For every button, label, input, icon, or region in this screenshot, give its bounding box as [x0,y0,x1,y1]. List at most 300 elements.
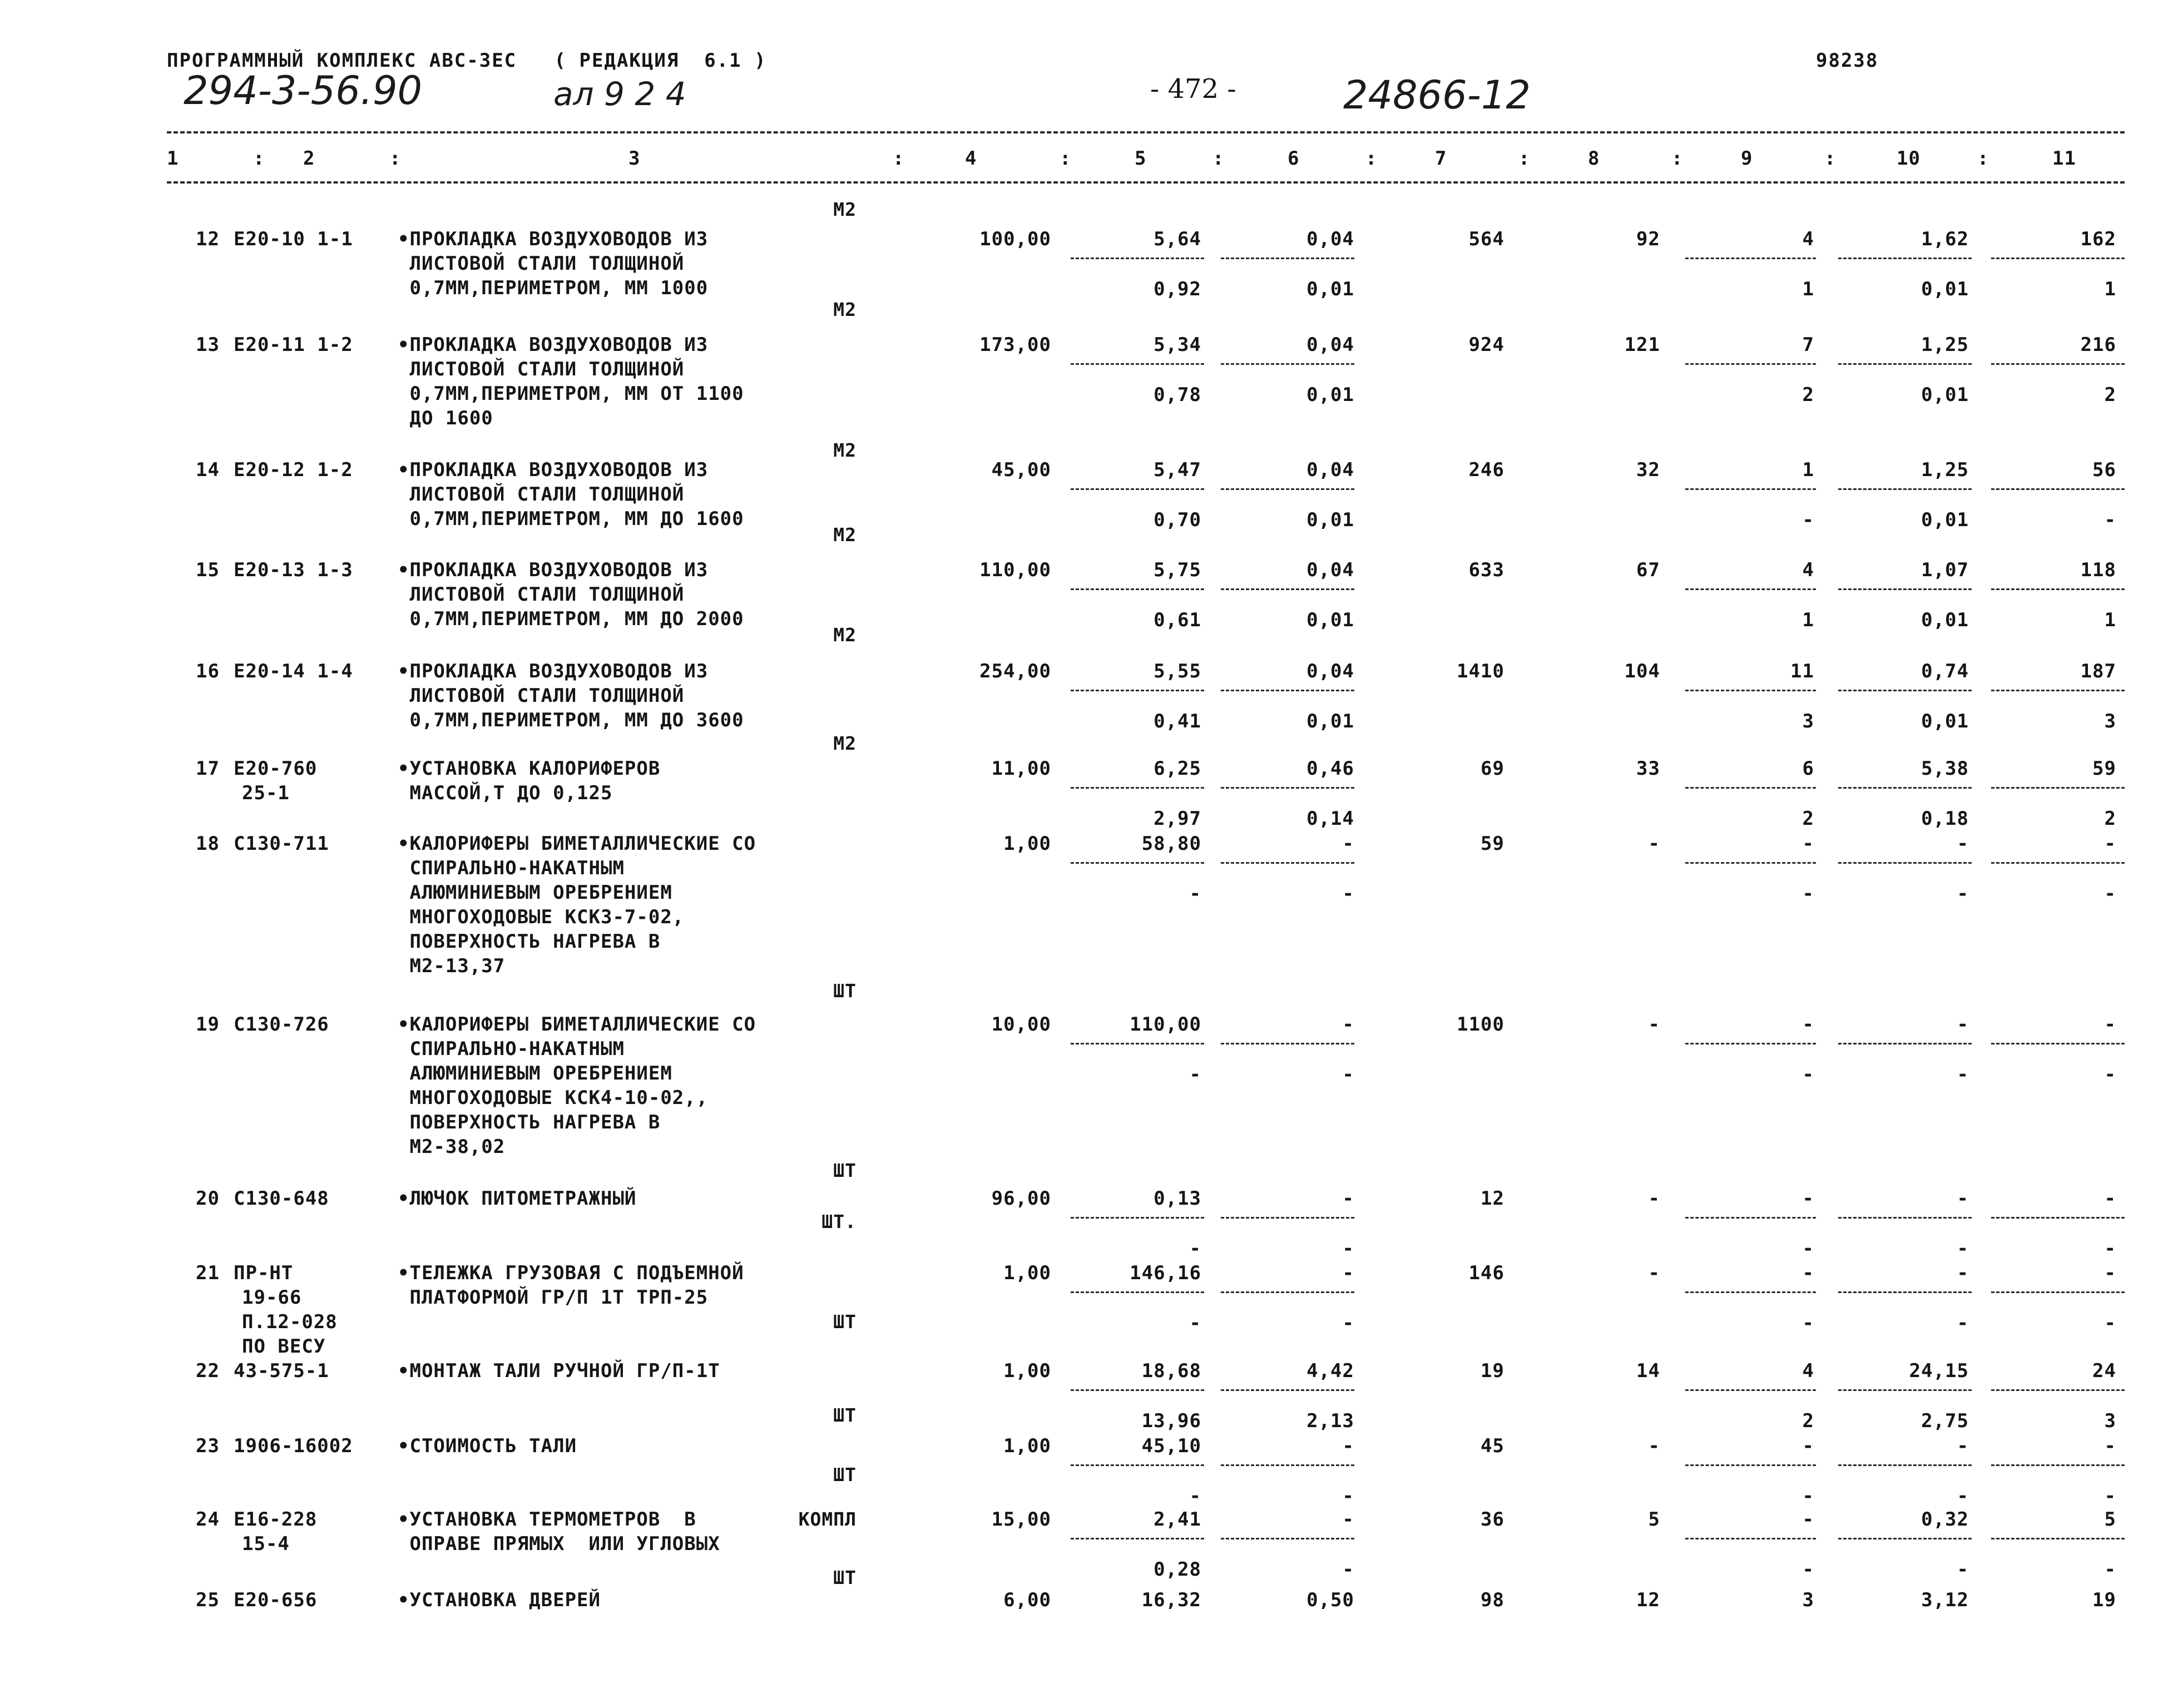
unit-price-wages: 0,04 [1306,459,1354,481]
column-header-6: 6 [1288,147,1300,170]
total-cost: 19 [1481,1360,1504,1382]
unit-price-total: 146,16 [1130,1262,1201,1284]
cell-separator [1991,1291,2125,1293]
labor-total: - [2104,1435,2116,1457]
norm-code: ПО ВЕСУ [242,1335,326,1358]
labor-total: 162 [2080,228,2116,250]
norm-code: Е20-656 [234,1589,318,1611]
norm-code: Е20-12 1-2 [234,459,353,481]
labor-unit: 0,74 [1921,660,1969,682]
total-wages: 67 [1636,559,1660,581]
row-number: 12 [196,228,220,250]
cell-separator [1071,363,1204,365]
labor-unit: 1,07 [1921,559,1969,581]
album-note: ал 9 2 4 [553,75,686,113]
unit-price-total: 5,34 [1154,334,1201,356]
unit-label: М2 [833,199,857,220]
labor-total: - [2104,833,2116,855]
cell-separator [1685,1217,1816,1219]
cell-separator [1838,1538,1972,1539]
cell-separator [1991,1043,2125,1044]
cell-separator [1991,1389,2125,1391]
quantity: 1,00 [1003,1262,1051,1284]
cell-separator [1685,1538,1816,1539]
unit-price-wages-secondary: 0,14 [1306,808,1354,830]
work-description: МНОГОХОДОВЫЕ КСК3-7-02, [398,906,685,928]
work-description: ПОВЕРХНОСТЬ НАГРЕВА В [398,1111,661,1133]
cell-separator [1221,588,1354,590]
norm-code: П.12-028 [242,1311,338,1333]
labor-unit-secondary: - [1957,1558,1969,1581]
labor-total: 56 [2092,459,2116,481]
unit-price-wages: 4,42 [1306,1360,1354,1382]
labor-unit-secondary: 0,01 [1921,710,1969,732]
column-separator: : [1977,147,1989,170]
machine-cost: 1 [1802,459,1814,481]
column-header-3: 3 [628,147,641,170]
cell-separator [1685,787,1816,789]
rule-header [167,181,2125,184]
cell-separator [1685,258,1816,259]
labor-total: 24 [2092,1360,2116,1382]
cell-separator [1071,1538,1204,1539]
column-separator: : [389,147,402,170]
unit-price-wages-secondary: 0,01 [1306,278,1354,300]
quantity: 110,00 [979,559,1051,581]
row-number: 14 [196,459,220,481]
row-number: 22 [196,1360,220,1382]
cell-separator [1221,1464,1354,1466]
unit-price-total-secondary: 0,78 [1154,384,1201,406]
column-header-1: 1 [167,147,179,170]
quantity: 254,00 [979,660,1051,682]
column-separator: : [1212,147,1225,170]
column-separator: : [1060,147,1072,170]
total-cost: 59 [1481,833,1504,855]
machine-cost: 4 [1802,228,1814,250]
cell-separator [1991,690,2125,691]
labor-unit: 1,62 [1921,228,1969,250]
unit-price-wages: 0,50 [1306,1589,1354,1611]
total-wages: 32 [1636,459,1660,481]
labor-unit: 3,12 [1921,1589,1969,1611]
work-description: СПИРАЛЬНО-НАКАТНЫМ [398,857,625,879]
labor-total: 5 [2104,1508,2116,1531]
labor-unit-secondary: - [1957,1312,1969,1334]
labor-unit: - [1957,1187,1969,1210]
cell-separator [1838,1464,1972,1466]
norm-code: Е16-228 [234,1508,318,1531]
column-header-8: 8 [1588,147,1600,170]
unit-price-wages: - [1342,1013,1354,1036]
labor-unit-secondary: 0,18 [1921,808,1969,830]
column-header-5: 5 [1135,147,1147,170]
row-number: 13 [196,334,220,356]
cell-separator [1071,258,1204,259]
machine-cost: - [1802,1187,1814,1210]
total-wages: - [1648,1187,1660,1210]
total-wages: 33 [1636,758,1660,780]
unit-price-total: 5,64 [1154,228,1201,250]
unit-price-total-secondary: 0,92 [1154,278,1201,300]
unit-price-wages: - [1342,1262,1354,1284]
work-description: •КАЛОРИФЕРЫ БИМЕТАЛЛИЧЕСКИЕ СО [398,1013,756,1036]
machine-cost: 6 [1802,758,1814,780]
machine-cost-secondary: 3 [1802,710,1814,732]
work-description: МНОГОХОДОВЫЕ КСК4-10-02,, [398,1087,709,1109]
machine-cost-secondary: 2 [1802,808,1814,830]
cell-separator [1071,1043,1204,1044]
norm-code: 1906-16002 [234,1435,353,1457]
unit-price-total: 2,41 [1154,1508,1201,1531]
unit-price-total: 18,68 [1141,1360,1201,1382]
column-separator: : [1518,147,1531,170]
unit-price-wages-secondary: 0,01 [1306,509,1354,531]
labor-total: - [2104,1013,2116,1036]
machine-cost-secondary: - [1802,1237,1814,1260]
cell-separator [1221,363,1354,365]
unit-price-wages: - [1342,1508,1354,1531]
unit-label: ШТ. [821,1211,857,1232]
machine-cost: 3 [1802,1589,1814,1611]
work-description: 0,7ММ,ПЕРИМЕТРОМ, ММ ДО 3600 [398,709,744,731]
norm-code: Е20-13 1-3 [234,559,353,581]
total-cost: 564 [1468,228,1504,250]
machine-cost-secondary: - [1802,883,1814,905]
cell-separator [1685,1291,1816,1293]
unit-price-total: 5,55 [1154,660,1201,682]
quantity: 15,00 [991,1508,1051,1531]
machine-cost-secondary: - [1802,1063,1814,1086]
total-wages: - [1648,1013,1660,1036]
labor-total-secondary: - [2104,1558,2116,1581]
labor-unit: - [1957,1435,1969,1457]
unit-price-wages-secondary: - [1342,1237,1354,1260]
work-description: •ЛЮЧОК ПИТОМЕТРАЖНЫЙ [398,1187,637,1210]
work-description: ЛИСТОВОЙ СТАЛИ ТОЛЩИНОЙ [398,583,685,606]
cell-separator [1991,1217,2125,1219]
total-wages: - [1648,1435,1660,1457]
column-header-10: 10 [1897,147,1920,170]
norm-code: Е20-10 1-1 [234,228,353,250]
unit-price-wages: - [1342,1435,1354,1457]
unit-price-wages-secondary: 2,13 [1306,1410,1354,1432]
unit-price-total: 16,32 [1141,1589,1201,1611]
unit-price-total-secondary: 0,61 [1154,609,1201,631]
total-cost: 1100 [1457,1013,1504,1036]
unit-label: ШТ [833,1567,857,1588]
unit-price-wages-secondary: 0,01 [1306,384,1354,406]
unit-price-total-secondary: - [1189,1237,1201,1260]
norm-code: 15-4 [242,1533,290,1555]
project-code: 294-3-56.90 [184,68,423,113]
cell-separator [1991,1538,2125,1539]
cell-separator [1221,862,1354,864]
work-description: АЛЮМИНИЕВЫМ ОРЕБРЕНИЕМ [398,1062,672,1085]
unit-price-wages: - [1342,833,1354,855]
quantity: 1,00 [1003,833,1051,855]
cell-separator [1685,1389,1816,1391]
unit-price-wages: 0,04 [1306,334,1354,356]
labor-unit-secondary: - [1957,883,1969,905]
work-description: 0,7ММ,ПЕРИМЕТРОМ, ММ ОТ 1100 [398,383,744,405]
cell-separator [1685,862,1816,864]
row-number: 17 [196,758,220,780]
unit-price-wages-secondary: - [1342,1063,1354,1086]
labor-unit: - [1957,1262,1969,1284]
unit-price-wages-secondary: 0,01 [1306,710,1354,732]
work-description: •ПРОКЛАДКА ВОЗДУХОВОДОВ ИЗ [398,459,709,481]
cell-separator [1685,588,1816,590]
row-number: 19 [196,1013,220,1036]
machine-cost: 4 [1802,1360,1814,1382]
quantity: 10,00 [991,1013,1051,1036]
unit-price-wages-secondary: 0,01 [1306,609,1354,631]
unit-label: ШТ [833,1160,857,1181]
unit-label: КОМПЛ [798,1508,857,1530]
cell-separator [1071,1217,1204,1219]
labor-unit: 24,15 [1909,1360,1969,1382]
work-description: •ПРОКЛАДКА ВОЗДУХОВОДОВ ИЗ [398,334,709,356]
labor-total-secondary: 1 [2104,278,2116,300]
row-number: 25 [196,1589,220,1611]
quantity: 45,00 [991,459,1051,481]
unit-price-wages: - [1342,1187,1354,1210]
unit-price-total-secondary: 0,70 [1154,509,1201,531]
unit-label: М2 [833,299,857,320]
unit-price-total-secondary: - [1189,1485,1201,1507]
unit-price-wages-secondary: - [1342,1558,1354,1581]
labor-total-secondary: - [2104,1312,2116,1334]
work-description: МАССОЙ,Т ДО 0,125 [398,782,613,804]
labor-unit-secondary: 0,01 [1921,509,1969,531]
labor-total-secondary: - [2104,883,2116,905]
unit-price-total-secondary: 13,96 [1141,1410,1201,1432]
rule-top [167,131,2125,133]
unit-label: М2 [833,524,857,546]
unit-price-wages: 0,04 [1306,559,1354,581]
work-description: •МОНТАЖ ТАЛИ РУЧНОЙ ГР/П-1Т [398,1360,720,1382]
total-cost: 36 [1481,1508,1504,1531]
work-description: •СТОИМОСТЬ ТАЛИ [398,1435,577,1457]
total-wages: 121 [1624,334,1660,356]
quantity: 1,00 [1003,1435,1051,1457]
row-number: 16 [196,660,220,682]
work-description: ДО 1600 [398,407,493,429]
labor-unit-secondary: - [1957,1485,1969,1507]
machine-cost: 11 [1790,660,1814,682]
cell-separator [1838,363,1972,365]
work-description: М2-38,02 [398,1136,506,1158]
labor-total: - [2104,1262,2116,1284]
work-description: ЛИСТОВОЙ СТАЛИ ТОЛЩИНОЙ [398,253,685,275]
cell-separator [1071,488,1204,490]
work-description: •УСТАНОВКА ТЕРМОМЕТРОВ В [398,1508,696,1531]
column-header-2: 2 [303,147,315,170]
quantity: 100,00 [979,228,1051,250]
cell-separator [1221,690,1354,691]
doc-number: 24866-12 [1343,72,1531,118]
total-wages: - [1648,833,1660,855]
labor-unit-secondary: 0,01 [1921,384,1969,406]
machine-cost-secondary: 1 [1802,609,1814,631]
norm-code: 43-575-1 [234,1360,329,1382]
labor-total-secondary: 3 [2104,710,2116,732]
page-number: - 472 - [1150,73,1236,105]
machine-cost: - [1802,1262,1814,1284]
quantity: 11,00 [991,758,1051,780]
work-description: АЛЮМИНИЕВЫМ ОРЕБРЕНИЕМ [398,882,672,904]
column-separator: : [1824,147,1837,170]
labor-unit: 0,32 [1921,1508,1969,1531]
total-cost: 69 [1481,758,1504,780]
cell-separator [1991,787,2125,789]
unit-label: ШТ [833,980,857,1002]
row-number: 18 [196,833,220,855]
labor-total: 216 [2080,334,2116,356]
work-description: •ПРОКЛАДКА ВОЗДУХОВОДОВ ИЗ [398,559,709,581]
work-description: 0,7ММ,ПЕРИМЕТРОМ, ММ ДО 1600 [398,508,744,530]
cell-separator [1071,690,1204,691]
total-cost: 1410 [1457,660,1504,682]
unit-price-total: 5,47 [1154,459,1201,481]
cell-separator [1071,588,1204,590]
row-number: 15 [196,559,220,581]
work-description: 0,7ММ,ПЕРИМЕТРОМ, ММ 1000 [398,277,709,299]
labor-total-secondary: 3 [2104,1410,2116,1432]
norm-code: Е20-14 1-4 [234,660,353,682]
work-description: •ПРОКЛАДКА ВОЗДУХОВОДОВ ИЗ [398,660,709,682]
total-cost: 146 [1468,1262,1504,1284]
unit-label: ШТ [833,1404,857,1426]
cell-separator [1071,862,1204,864]
row-number: 21 [196,1262,220,1284]
cell-separator [1838,690,1972,691]
unit-price-total-secondary: - [1189,1312,1201,1334]
unit-price-total: 6,25 [1154,758,1201,780]
program-line: ПРОГРАММНЫЙ КОМПЛЕКС АВС-ЗЕС ( РЕДАКЦИЯ 6.1 ) [167,49,767,72]
cell-separator [1838,488,1972,490]
cell-separator [1991,1464,2125,1466]
labor-unit-secondary: 0,01 [1921,609,1969,631]
labor-total: 19 [2092,1589,2116,1611]
unit-price-wages: 0,04 [1306,228,1354,250]
total-wages: 14 [1636,1360,1660,1382]
work-description: •УСТАНОВКА ДВЕРЕЙ [398,1589,601,1611]
column-separator: : [1671,147,1684,170]
work-description: М2-13,37 [398,955,506,977]
work-description: •УСТАНОВКА КАЛОРИФЕРОВ [398,758,661,780]
work-description: ПОВЕРХНОСТЬ НАГРЕВА В [398,930,661,953]
unit-price-wages: 0,04 [1306,660,1354,682]
cell-separator [1685,1464,1816,1466]
quantity: 173,00 [979,334,1051,356]
quantity: 1,00 [1003,1360,1051,1382]
norm-code: Е20-760 [234,758,318,780]
cell-separator [1838,588,1972,590]
labor-unit: - [1957,833,1969,855]
cell-separator [1071,1464,1204,1466]
work-description: 0,7ММ,ПЕРИМЕТРОМ, ММ ДО 2000 [398,608,744,630]
cell-separator [1071,1389,1204,1391]
cell-separator [1221,1291,1354,1293]
labor-total-secondary: - [2104,1237,2116,1260]
cell-separator [1838,1389,1972,1391]
unit-price-total-secondary: 2,97 [1154,808,1201,830]
work-description: ЛИСТОВОЙ СТАЛИ ТОЛЩИНОЙ [398,685,685,707]
cell-separator [1685,1043,1816,1044]
machine-cost-secondary: - [1802,1312,1814,1334]
unit-price-wages: 0,46 [1306,758,1354,780]
total-cost: 633 [1468,559,1504,581]
labor-total-secondary: 1 [2104,609,2116,631]
work-description: •ТЕЛЕЖКА ГРУЗОВАЯ С ПОДЪЕМНОЙ [398,1262,744,1284]
row-number: 24 [196,1508,220,1531]
cell-separator [1221,1043,1354,1044]
work-description: ОПРАВЕ ПРЯМЫХ ИЛИ УГЛОВЫХ [398,1533,720,1555]
machine-cost: - [1802,833,1814,855]
work-description: СПИРАЛЬНО-НАКАТНЫМ [398,1038,625,1060]
norm-code: С130-648 [234,1187,329,1210]
unit-price-total-secondary: - [1189,883,1201,905]
labor-total: - [2104,1187,2116,1210]
cell-separator [1221,787,1354,789]
row-number: 23 [196,1435,220,1457]
cell-separator [1991,488,2125,490]
labor-unit: 1,25 [1921,459,1969,481]
labor-total-secondary: - [2104,1063,2116,1086]
machine-cost-secondary: 2 [1802,384,1814,406]
labor-unit-secondary: - [1957,1237,1969,1260]
cell-separator [1991,258,2125,259]
cell-separator [1838,1043,1972,1044]
cell-separator [1221,1538,1354,1539]
norm-code: 25-1 [242,782,290,804]
column-separator: : [1365,147,1378,170]
cell-separator [1685,690,1816,691]
machine-cost-secondary: - [1802,509,1814,531]
cell-separator [1991,862,2125,864]
labor-total-secondary: - [2104,509,2116,531]
norm-code: С130-726 [234,1013,329,1036]
unit-label: ШТ [833,1464,857,1486]
column-header-11: 11 [2052,147,2076,170]
total-wages: 92 [1636,228,1660,250]
total-cost: 12 [1481,1187,1504,1210]
labor-total: 118 [2080,559,2116,581]
unit-price-total: 5,75 [1154,559,1201,581]
machine-cost: - [1802,1013,1814,1036]
machine-cost: - [1802,1435,1814,1457]
column-header-7: 7 [1435,147,1447,170]
machine-cost-secondary: 1 [1802,278,1814,300]
cell-separator [1071,1291,1204,1293]
row-number: 20 [196,1187,220,1210]
quantity: 6,00 [1003,1589,1051,1611]
total-wages: 104 [1624,660,1660,682]
unit-price-wages-secondary: - [1342,1485,1354,1507]
work-description: •КАЛОРИФЕРЫ БИМЕТАЛЛИЧЕСКИЕ СО [398,833,756,855]
column-separator: : [893,147,905,170]
unit-price-wages-secondary: - [1342,1312,1354,1334]
norm-code: С130-711 [234,833,329,855]
total-wages: 12 [1636,1589,1660,1611]
labor-total: 187 [2080,660,2116,682]
machine-cost-secondary: 2 [1802,1410,1814,1432]
norm-code: Е20-11 1-2 [234,334,353,356]
unit-price-total: 45,10 [1141,1435,1201,1457]
cell-separator [1838,258,1972,259]
